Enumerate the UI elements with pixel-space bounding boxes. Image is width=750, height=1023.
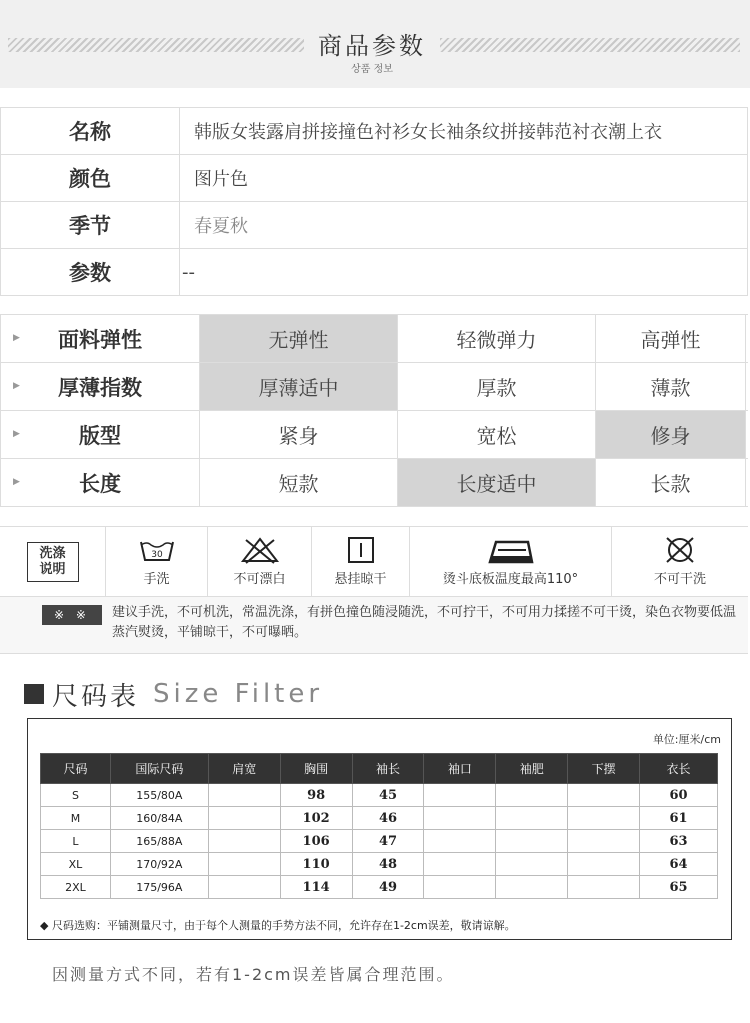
care-label: 烫斗底板温度最高110°: [442, 572, 579, 587]
info-key: 季节: [0, 202, 180, 248]
care-icon-cell: [410, 527, 612, 596]
info-value: 图片色: [180, 155, 748, 201]
column-header: 尺码: [41, 754, 111, 784]
table-cell: [568, 784, 640, 807]
table-cell: 2XL: [41, 876, 111, 899]
care-badge-cell: [0, 527, 106, 596]
attribute-option: 厚薄适中: [200, 363, 398, 410]
column-header: 国际尺码: [110, 754, 208, 784]
info-value: 春夏秋: [180, 202, 748, 248]
size-chart-title-en: Size Filter: [153, 679, 324, 709]
info-key: 名称: [0, 108, 180, 154]
heading-square-icon: [24, 684, 44, 704]
info-row: [0, 108, 748, 155]
column-header: 袖口: [424, 754, 496, 784]
size-table: [40, 753, 718, 899]
table-cell: [424, 830, 496, 853]
attribute-option: 宽松: [398, 411, 596, 458]
care-label: 不可漂白: [233, 572, 286, 587]
table-cell: [496, 830, 568, 853]
size-chart-title: 尺码表: [52, 681, 140, 712]
table-cell: S: [41, 784, 111, 807]
attribute-option: 修身: [596, 411, 746, 458]
table-cell: 114: [280, 876, 352, 899]
table-cell: [424, 784, 496, 807]
attribute-option: 长款: [596, 459, 746, 506]
no-bleach-icon: [240, 536, 280, 564]
table-cell: 175/96A: [110, 876, 208, 899]
arrow-icon: ▶: [13, 477, 20, 487]
attribute-row: [0, 363, 748, 411]
table-cell: [568, 876, 640, 899]
size-chart-box: [27, 718, 732, 940]
arrow-icon: ▶: [13, 333, 20, 343]
attribute-option: 厚款: [398, 363, 596, 410]
attribute-label-text: 版型: [79, 423, 121, 448]
attribute-option: 长度适中: [398, 459, 596, 506]
table-cell: 170/92A: [110, 853, 208, 876]
attribute-label: [0, 411, 200, 458]
attribute-label-text: 面料弹性: [58, 327, 142, 352]
table-cell: 61: [640, 807, 718, 830]
info-row: [0, 249, 748, 296]
table-cell: [496, 853, 568, 876]
no-dry-clean-icon: [660, 536, 700, 564]
care-icons-row: [0, 527, 748, 597]
attribute-grid: [0, 314, 748, 507]
care-icon-cell: [106, 527, 208, 596]
attribute-label-text: 厚薄指数: [58, 375, 142, 400]
care-label: 手洗: [143, 572, 170, 587]
table-cell: [208, 830, 280, 853]
attribute-option: 短款: [200, 459, 398, 506]
table-row: [41, 784, 718, 807]
info-value: 韩版女装露肩拼接撞色衬衫女长袖条纹拼接韩范衬衣潮上衣: [180, 108, 748, 154]
size-table-header: [41, 754, 718, 784]
column-header: 衣长: [640, 754, 718, 784]
attribute-row: [0, 459, 748, 507]
attribute-option: 无弹性: [200, 315, 398, 362]
attribute-label: [0, 315, 200, 362]
table-cell: 45: [352, 784, 424, 807]
header-stripe-right: [440, 38, 740, 52]
table-cell: [568, 853, 640, 876]
table-cell: [568, 807, 640, 830]
arrow-icon: ▶: [13, 429, 20, 439]
table-cell: [208, 853, 280, 876]
column-header: 袖长: [352, 754, 424, 784]
arrow-icon: ▶: [13, 381, 20, 391]
info-key: 颜色: [0, 155, 180, 201]
size-note: ◆ 尺码选购：平铺测量尺寸，由于每个人测量的手势方法不同，允许存在1-2cm误差，敬请谅解。: [40, 919, 516, 932]
table-cell: [496, 807, 568, 830]
care-description: 建议手洗，不可机洗，常温洗涤，有拼色撞色随浸随洗，不可拧干，不可用力揉搓不可干烫，染色衣物要低温蒸汽熨烫，平铺晾干，不可曝晒。: [112, 605, 737, 640]
attribute-row: [0, 315, 748, 363]
section-title: 商品参数: [318, 32, 426, 60]
table-cell: [424, 853, 496, 876]
table-cell: 64: [640, 853, 718, 876]
column-header: 袖肥: [496, 754, 568, 784]
attribute-row: [0, 411, 748, 459]
table-cell: 102: [280, 807, 352, 830]
table-cell: 63: [640, 830, 718, 853]
wash-temp: 30: [150, 550, 163, 560]
table-row: [41, 876, 718, 899]
table-cell: [208, 807, 280, 830]
table-cell: [496, 876, 568, 899]
table-cell: 65: [640, 876, 718, 899]
iron-icon: [486, 536, 536, 564]
attribute-label-text: 长度: [79, 471, 121, 496]
badge-text: 洗涤 说明: [39, 545, 66, 577]
table-row: [41, 853, 718, 876]
attribute-option: 薄款: [596, 363, 746, 410]
hang-dry-icon: [341, 536, 381, 564]
size-chart-heading: [24, 676, 323, 712]
product-info-table: [0, 107, 748, 296]
info-key: 参数: [0, 249, 180, 295]
table-cell: 106: [280, 830, 352, 853]
measurement-footnote: 因测量方式不同，若有1-2cm误差皆属合理范围。: [52, 965, 455, 984]
table-cell: 49: [352, 876, 424, 899]
info-value: --: [180, 249, 748, 295]
section-header: [0, 0, 750, 88]
info-row: [0, 155, 748, 202]
table-cell: 98: [280, 784, 352, 807]
attribute-label: [0, 363, 200, 410]
care-label: 悬挂晾干: [334, 572, 387, 587]
table-cell: M: [41, 807, 111, 830]
column-header: 下摆: [568, 754, 640, 784]
hand-wash-30-icon: [137, 536, 177, 564]
attribute-option: 高弹性: [596, 315, 746, 362]
table-cell: 48: [352, 853, 424, 876]
care-section: [0, 526, 748, 654]
table-cell: 60: [640, 784, 718, 807]
table-cell: 155/80A: [110, 784, 208, 807]
table-cell: XL: [41, 853, 111, 876]
wash-instructions-badge: [27, 542, 79, 582]
table-cell: [496, 784, 568, 807]
header-stripe-left: [8, 38, 304, 52]
table-row: [41, 830, 718, 853]
care-icon-cell: [208, 527, 312, 596]
column-header: 胸围: [280, 754, 352, 784]
table-cell: 165/88A: [110, 830, 208, 853]
attribute-option: 紧身: [200, 411, 398, 458]
table-cell: [424, 876, 496, 899]
info-row: [0, 202, 748, 249]
table-cell: 46: [352, 807, 424, 830]
table-cell: [208, 784, 280, 807]
table-cell: L: [41, 830, 111, 853]
attribute-option: 轻微弹力: [398, 315, 596, 362]
care-label: 不可干洗: [653, 572, 706, 587]
care-icon-cell: [612, 527, 748, 596]
attribute-label: [0, 459, 200, 506]
column-header: 肩宽: [208, 754, 280, 784]
table-cell: 110: [280, 853, 352, 876]
table-cell: 160/84A: [110, 807, 208, 830]
section-subtitle: 상품 정보: [351, 64, 393, 75]
care-marks: ※ ※: [42, 605, 102, 625]
table-cell: [208, 876, 280, 899]
size-unit: 单位:厘米/cm: [652, 733, 721, 746]
table-cell: [568, 830, 640, 853]
care-icon-cell: [312, 527, 410, 596]
table-cell: 47: [352, 830, 424, 853]
table-cell: [424, 807, 496, 830]
table-row: [41, 807, 718, 830]
